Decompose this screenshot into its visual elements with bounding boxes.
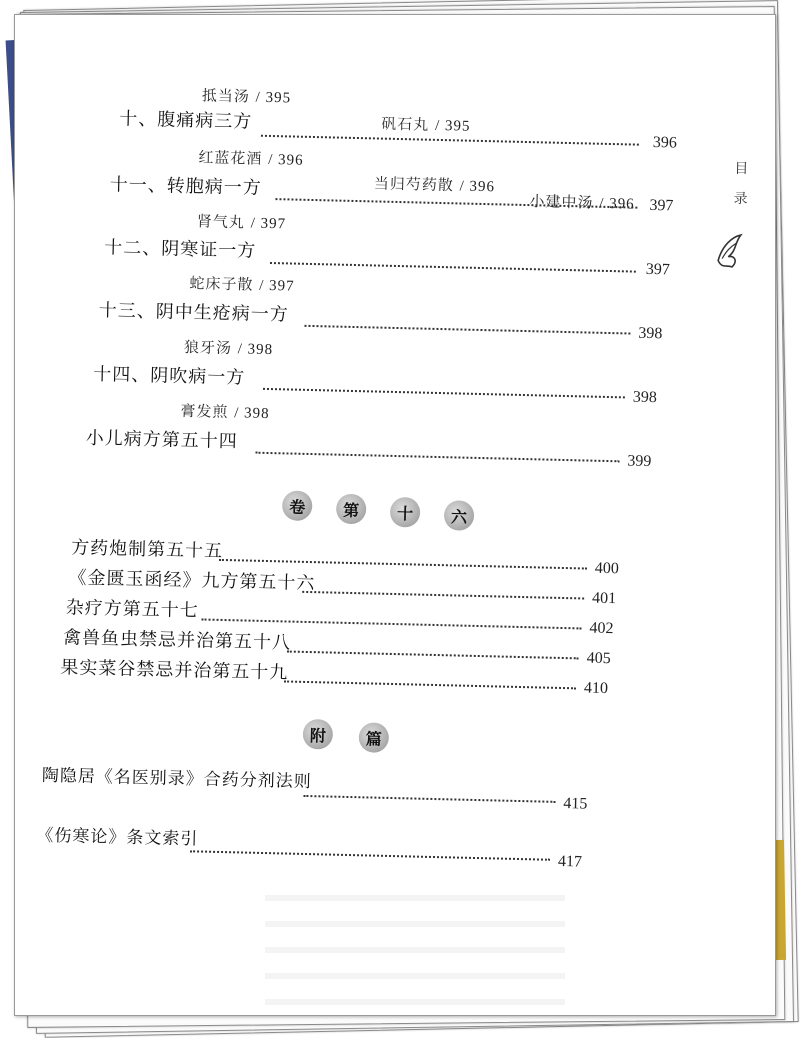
entry-title: 矾石丸: [381, 114, 430, 134]
toc-entry-title: 方药炮制第五十五: [70, 537, 224, 562]
leader-dots: [255, 452, 619, 465]
toc-entry-title: 十、腹痛病三方: [119, 108, 253, 133]
entry-page-number: 399: [627, 452, 652, 471]
toc-entry-title: 果实菜谷禁忌并治第五十九: [60, 657, 289, 684]
volume-banner-char: 六: [444, 500, 475, 531]
entry-title: 蛇床子散: [189, 274, 254, 294]
toc-subentry: [180, 400, 270, 423]
leader-dots: [303, 795, 555, 805]
toc-entry-title: 十二、阴寒证一方: [104, 237, 257, 262]
toc-subentry: [198, 146, 304, 169]
entry-page-number: 415: [563, 795, 588, 813]
leader-dots: [302, 591, 584, 602]
running-head-char: 目: [734, 160, 749, 178]
entry-page-number: / 396: [267, 151, 304, 169]
entry-title: 小建中汤: [529, 192, 594, 212]
entry-page-number: / 398: [234, 405, 270, 423]
toc-entry-title: 《金匮玉函经》九方第五十六: [68, 567, 316, 595]
toc-subentry: [381, 113, 471, 136]
toc-entry-title: 禽兽鱼虫禁忌并治第五十八: [62, 627, 292, 654]
volume-banner-char: 十: [390, 497, 421, 528]
entry-title: 当归芍药散: [373, 174, 455, 195]
entry-page-number: 398: [638, 324, 663, 343]
leader-dots: [263, 388, 625, 401]
entry-page-number: / 398: [237, 341, 274, 359]
entry-page-number: 396: [652, 133, 678, 152]
leader-dots: [261, 135, 639, 148]
leader-dots: [190, 850, 550, 862]
entry-page-number: / 396: [459, 178, 496, 196]
entry-page-number: 398: [632, 388, 658, 407]
entry-title: 肾气丸: [196, 212, 246, 232]
toc-subentry: [374, 172, 496, 196]
leader-dots: [287, 651, 579, 662]
toc-entry-title: 陶隐居《名医别录》合药分剂法则: [41, 765, 312, 793]
toc-entry-title: 小儿病方第五十四: [85, 427, 238, 453]
toc-subentry: [184, 336, 274, 359]
toc-entry-title: 十四、阴吹病一方: [93, 363, 246, 389]
entry-title: 狼牙汤: [183, 337, 233, 358]
entry-page-number: / 395: [434, 117, 471, 135]
entry-title: 红蓝花酒: [198, 148, 263, 168]
toc-entry-title: 十三、阴中生疮病一方: [98, 299, 289, 326]
volume-banner-char: 第: [336, 494, 367, 525]
entry-title: 抵当汤: [201, 86, 251, 106]
leader-dots: [304, 325, 630, 337]
entry-title: 膏发煎: [180, 401, 229, 422]
entry-page-number: 397: [645, 260, 671, 279]
appendix-banner-char: 篇: [358, 722, 389, 753]
toc-entry-title: 十一、转胞病一方: [109, 174, 262, 199]
entry-page-number: / 396: [599, 195, 635, 213]
entry-page-number: 402: [589, 619, 614, 638]
toc-subentry: [202, 84, 292, 107]
entry-page-number: 397: [649, 196, 674, 215]
entry-page-number: 400: [594, 559, 620, 578]
appendix-banner-char: 附: [303, 719, 334, 750]
entry-page-number: 417: [557, 852, 583, 871]
toc-subentry: [189, 272, 295, 295]
toc-entry-title: 《伤寒论》条文索引: [36, 825, 199, 850]
toc-entry-title: 杂疗方第五十七: [65, 597, 199, 622]
leader-dots: [270, 262, 636, 275]
entry-page-number: 401: [591, 589, 617, 608]
volume-banner-char: 卷: [282, 490, 313, 521]
entry-page-number: 410: [583, 679, 609, 698]
entry-page-number: / 397: [250, 215, 287, 233]
toc-page: [14, 14, 776, 1016]
entry-page-number: / 397: [259, 277, 295, 295]
running-head-char: 录: [733, 190, 748, 208]
leader-dots: [284, 680, 576, 691]
entry-page-number: / 395: [255, 89, 292, 107]
entry-page-number: 405: [586, 649, 611, 668]
decorative-ornament-icon: [714, 230, 745, 271]
toc-content: [2, 6, 785, 1024]
toc-subentry: [197, 210, 287, 233]
